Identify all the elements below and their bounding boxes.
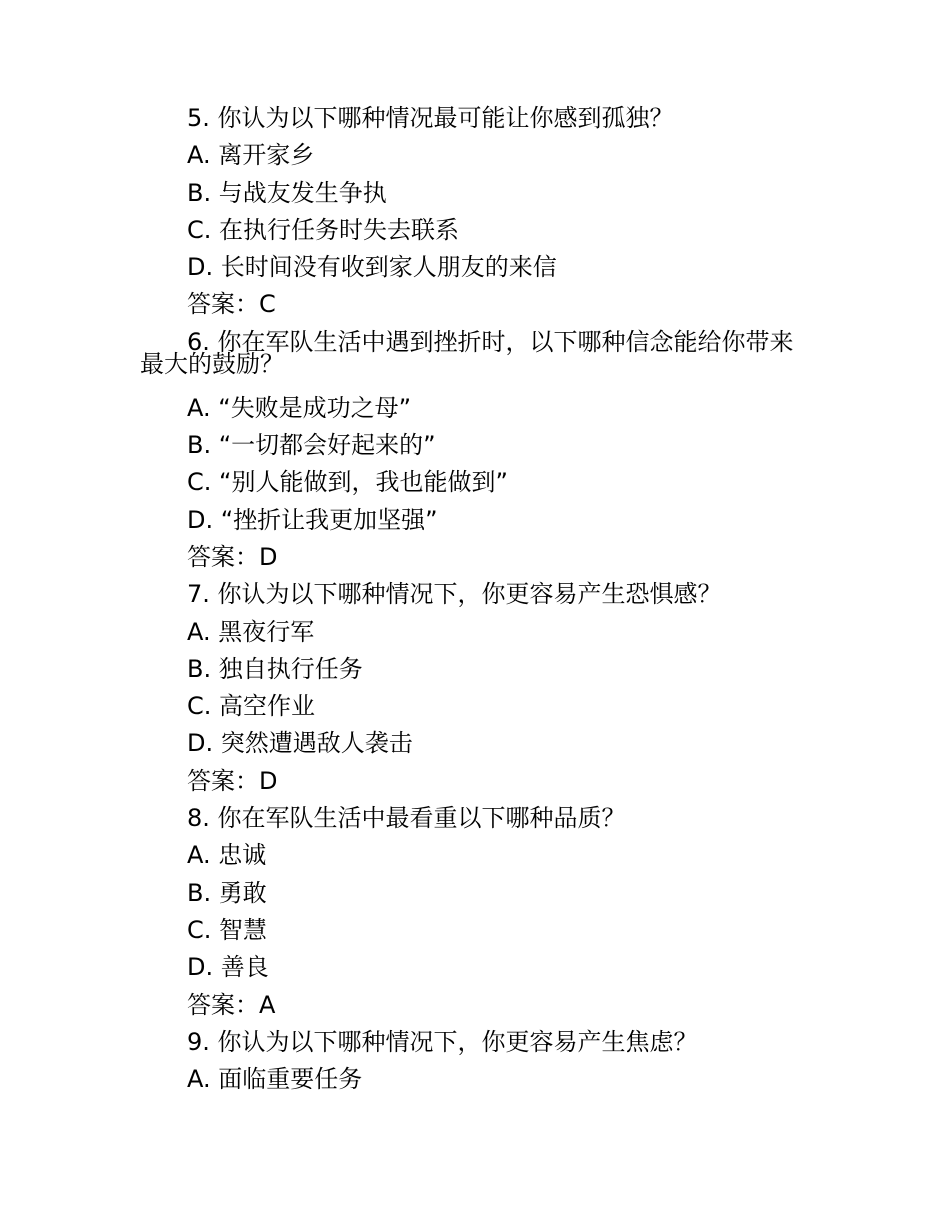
- option-c: C. 智慧: [187, 915, 268, 944]
- answer-text: 答案：C: [187, 290, 276, 319]
- option-b: B. 独自执行任务: [187, 654, 363, 683]
- question-text: 7. 你认为以下哪种情况下，你更容易产生恐惧感？: [187, 580, 722, 609]
- option-a: A. 黑夜行军: [187, 617, 315, 646]
- option-c: C. 高空作业: [187, 692, 316, 721]
- question-block-5: [187, 100, 827, 324]
- question-block-7: [187, 576, 827, 800]
- option-b: B. 与战友发生争执: [187, 178, 387, 207]
- question-block-6: [140, 324, 827, 576]
- question-block-9: [187, 1024, 827, 1099]
- option-d: D. 善良: [187, 953, 269, 982]
- question-text: 8. 你在军队生活中最看重以下哪种品质？: [187, 804, 626, 833]
- answer-text: 答案：A: [187, 990, 276, 1019]
- option-d: D. 长时间没有收到家人朋友的来信: [187, 253, 557, 282]
- option-c: C. 在执行任务时失去联系: [187, 215, 460, 244]
- question-text: 5. 你认为以下哪种情况最可能让你感到孤独？: [187, 104, 674, 132]
- option-a: A. 面临重要任务: [187, 1065, 363, 1094]
- answer-text: 答案：D: [187, 766, 278, 795]
- question-text-line-1: 6. 你在军队生活中遇到挫折时，以下哪种信念能给你带来: [187, 327, 794, 356]
- option-a: A. “失败是成功之母”: [187, 393, 412, 422]
- question-text: 9. 你认为以下哪种情况下，你更容易产生焦虑？: [187, 1027, 698, 1056]
- question-list: [140, 100, 827, 1098]
- option-b: B. 勇敢: [187, 878, 267, 907]
- question-block-8: [187, 800, 827, 1024]
- answer-text: 答案：D: [187, 542, 278, 571]
- option-a: A. 忠诚: [187, 841, 267, 870]
- option-c: C. “别人能做到，我也能做到”: [187, 468, 508, 497]
- option-d: D. “挫折让我更加坚强”: [187, 505, 438, 534]
- option-a: A. 离开家乡: [187, 141, 315, 170]
- option-d: D. 突然遭遇敌人袭击: [187, 729, 413, 758]
- question-text-line-2: 最大的鼓励？: [140, 349, 284, 378]
- option-b: B. “一切都会好起来的”: [187, 431, 436, 460]
